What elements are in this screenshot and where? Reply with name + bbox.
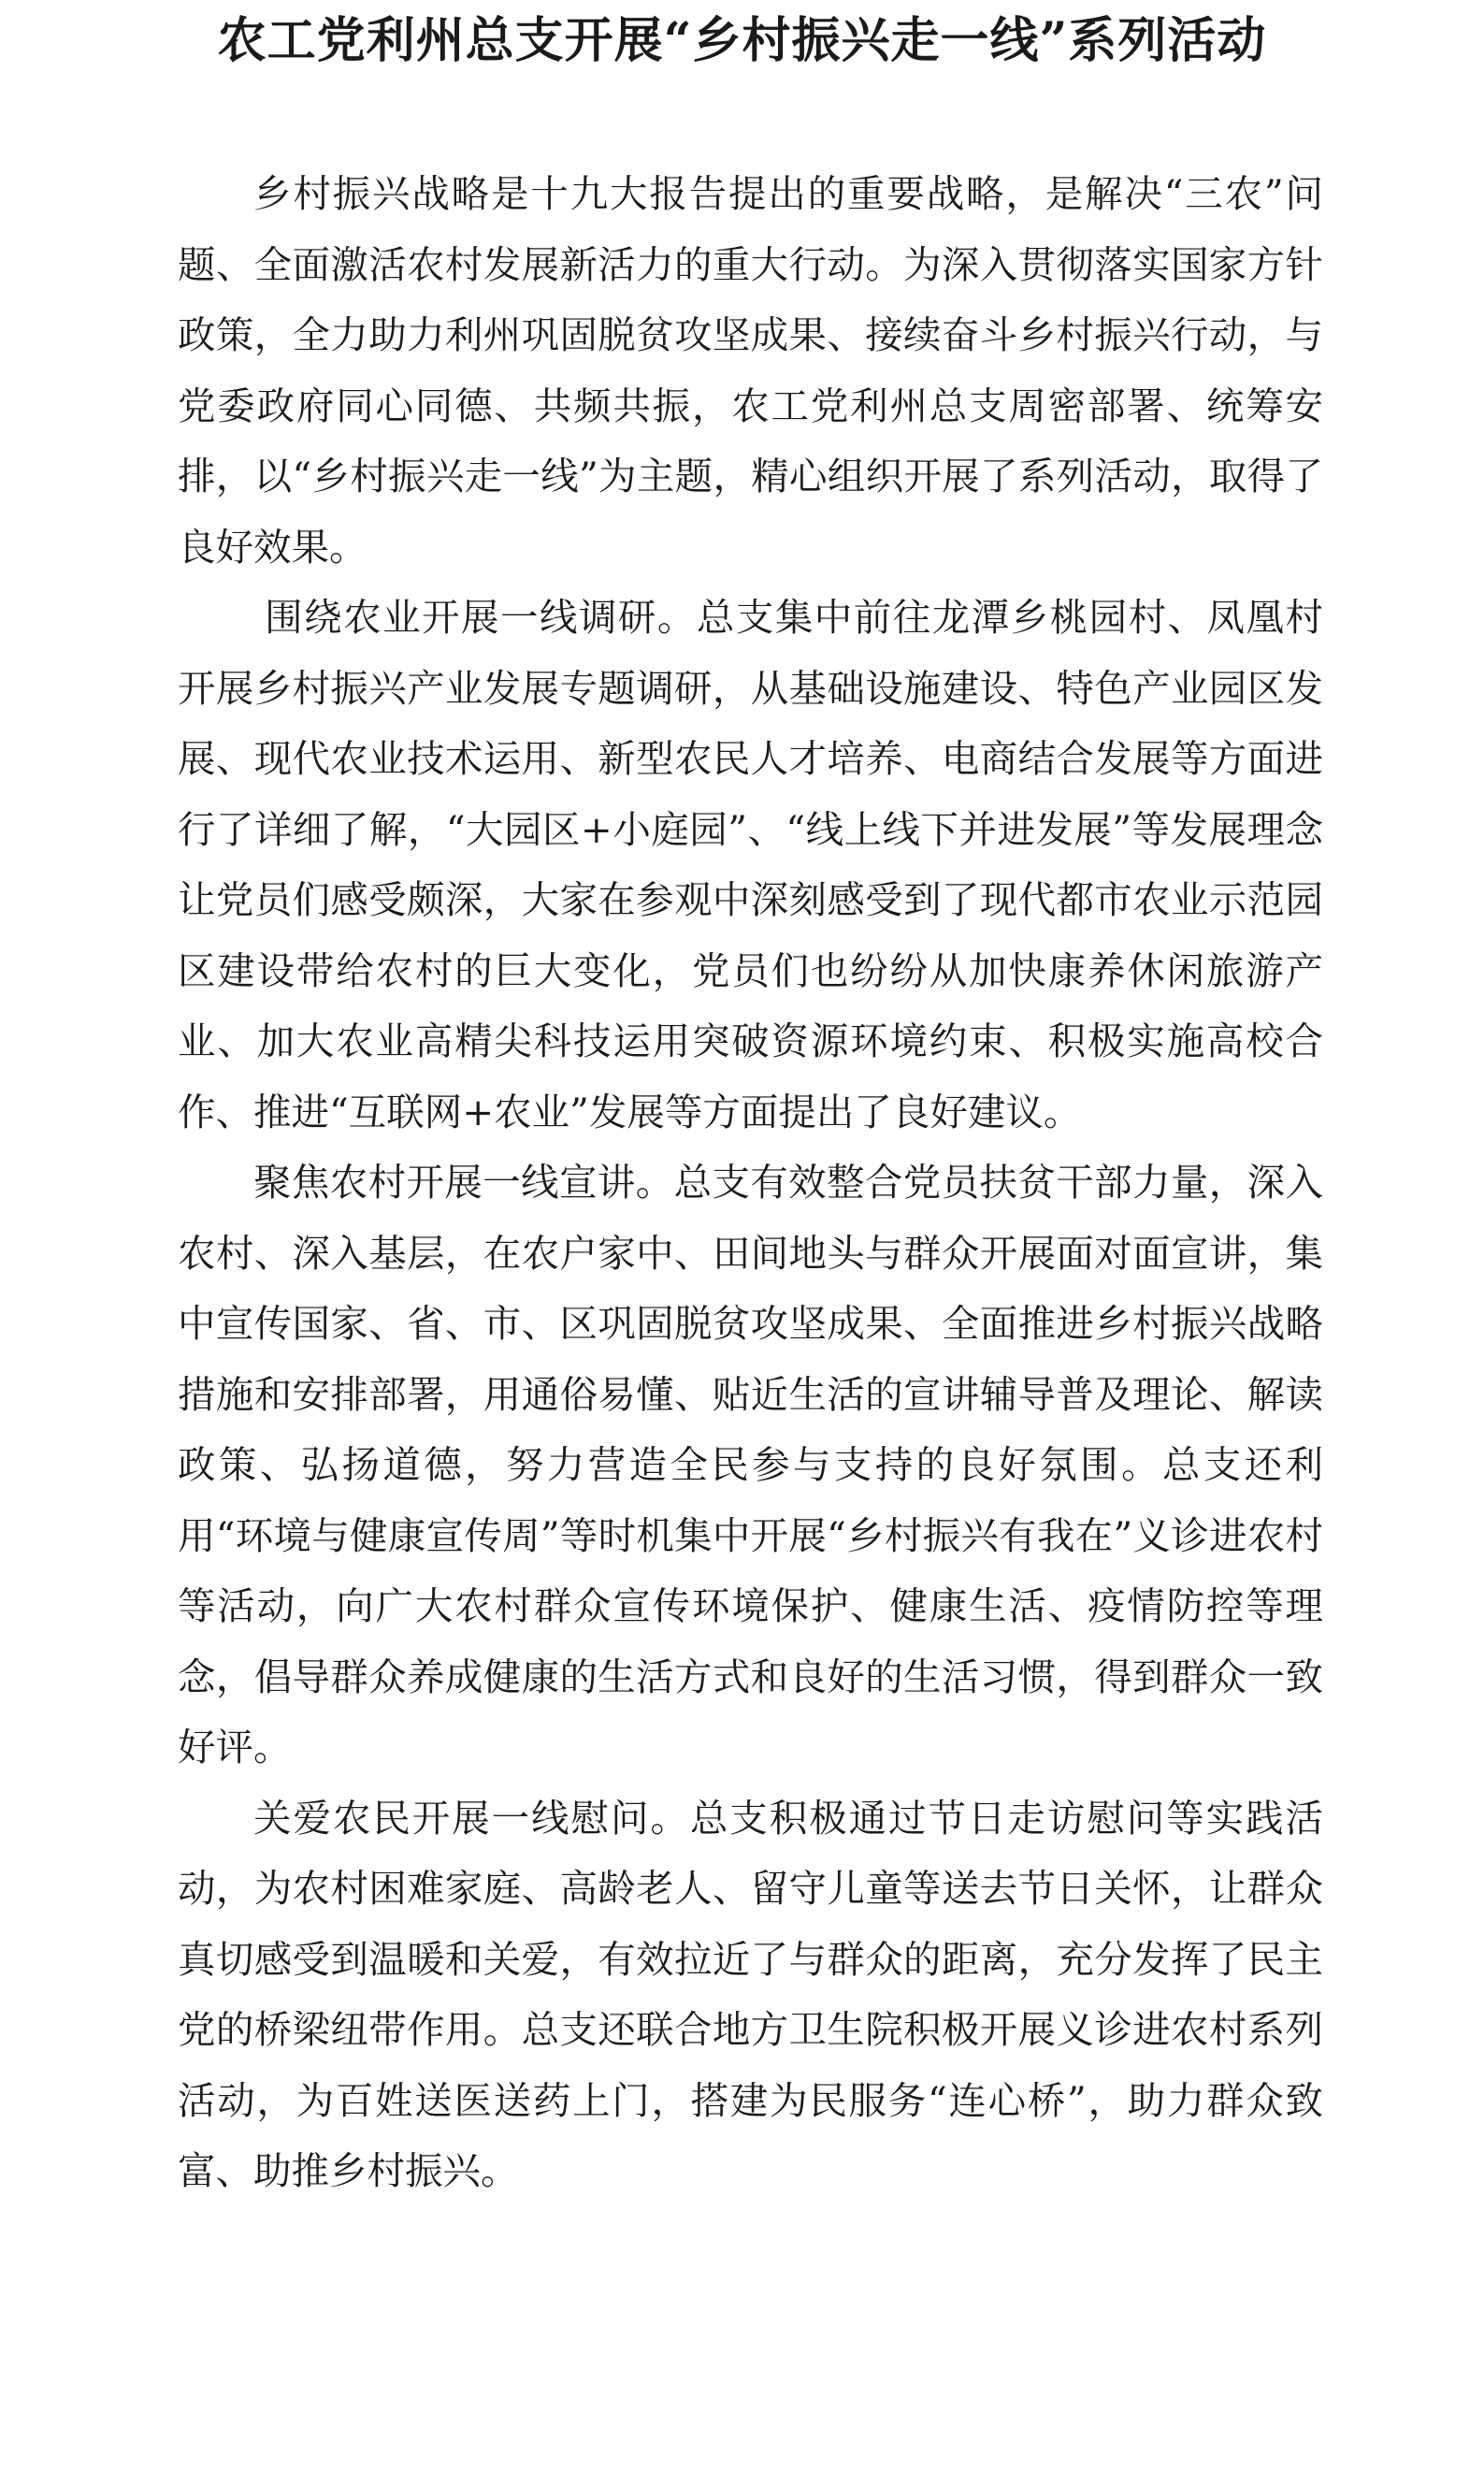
paragraph-visit: 关爱农民开展一线慰问。总支积极通过节日走访慰问等实践活动，为农村困难家庭、高龄老人、留守儿童等送去节日关怀，让群众真切感受到温暖和关爱，有效拉近了与群众的距离，充分发挥了民主党的桥梁纽带作用。总支还联合地方卫生院积极开展义诊进农村系列活动，为百姓送医送药上门，搭建为民服务“连心桥”，助力群众致富、助推乡村振兴。 [178, 1795, 1323, 2193]
document-title: 农工党利州总支开展“乡村振兴走一线”系列活动 [217, 12, 1267, 69]
document-body [178, 159, 1323, 2207]
paragraph-lecture: 聚焦农村开展一线宣讲。总支有效整合党员扶贫干部力量，深入农村、深入基层，在农户家中、田间地头与群众开展面对面宣讲，集中宣传国家、省、市、区巩固脱贫攻坚成果、全面推进乡村振兴战略措施和安排部署，用通俗易懂、贴近生活的宣讲辅导普及理论、解读政策、弘扬道德，努力营造全民参与支持的良好氛围。总支还利用“环境与健康宣传周”等时机集中开展“乡村振兴有我在”义诊进农村等活动，向广大农村群众宣传环境保护、健康生活、疫情防控等理念，倡导群众养成健康的生活方式和良好的生活习惯，得到群众一致好评。 [178, 1160, 1323, 1769]
paragraph-research: 围绕农业开展一线调研。总支集中前往龙潭乡桃园村、凤凰村开展乡村振兴产业发展专题调研，从基础设施建设、特色产业园区发展、现代农业技术运用、新型农民人才培养、电商结合发展等方面进行了详细了解，“大园区+小庭园”、“线上线下并进发展”等发展理念让党员们感受颇深，大家在参观中深刻感受到了现代都市农业示范园区建设带给农村的巨大变化，党员们也纷纷从加快康养休闲旅游产业、加大农业高精尖科技运用突破资源环境约束、积极实施高校合作、推进“互联网+农业”发展等方面提出了良好建议。 [178, 595, 1323, 1134]
paragraph-intro: 乡村振兴战略是十九大报告提出的重要战略，是解决“三农”问题、全面激活农村发展新活力的重大行动。为深入贯彻落实国家方针政策，全力助力利州巩固脱贫攻坚成果、接续奋斗乡村振兴行动，与党委政府同心同德、共频共振，农工党利州总支周密部署、统筹安排，以“乡村振兴走一线”为主题，精心组织开展了系列活动，取得了良好效果。 [178, 171, 1323, 570]
